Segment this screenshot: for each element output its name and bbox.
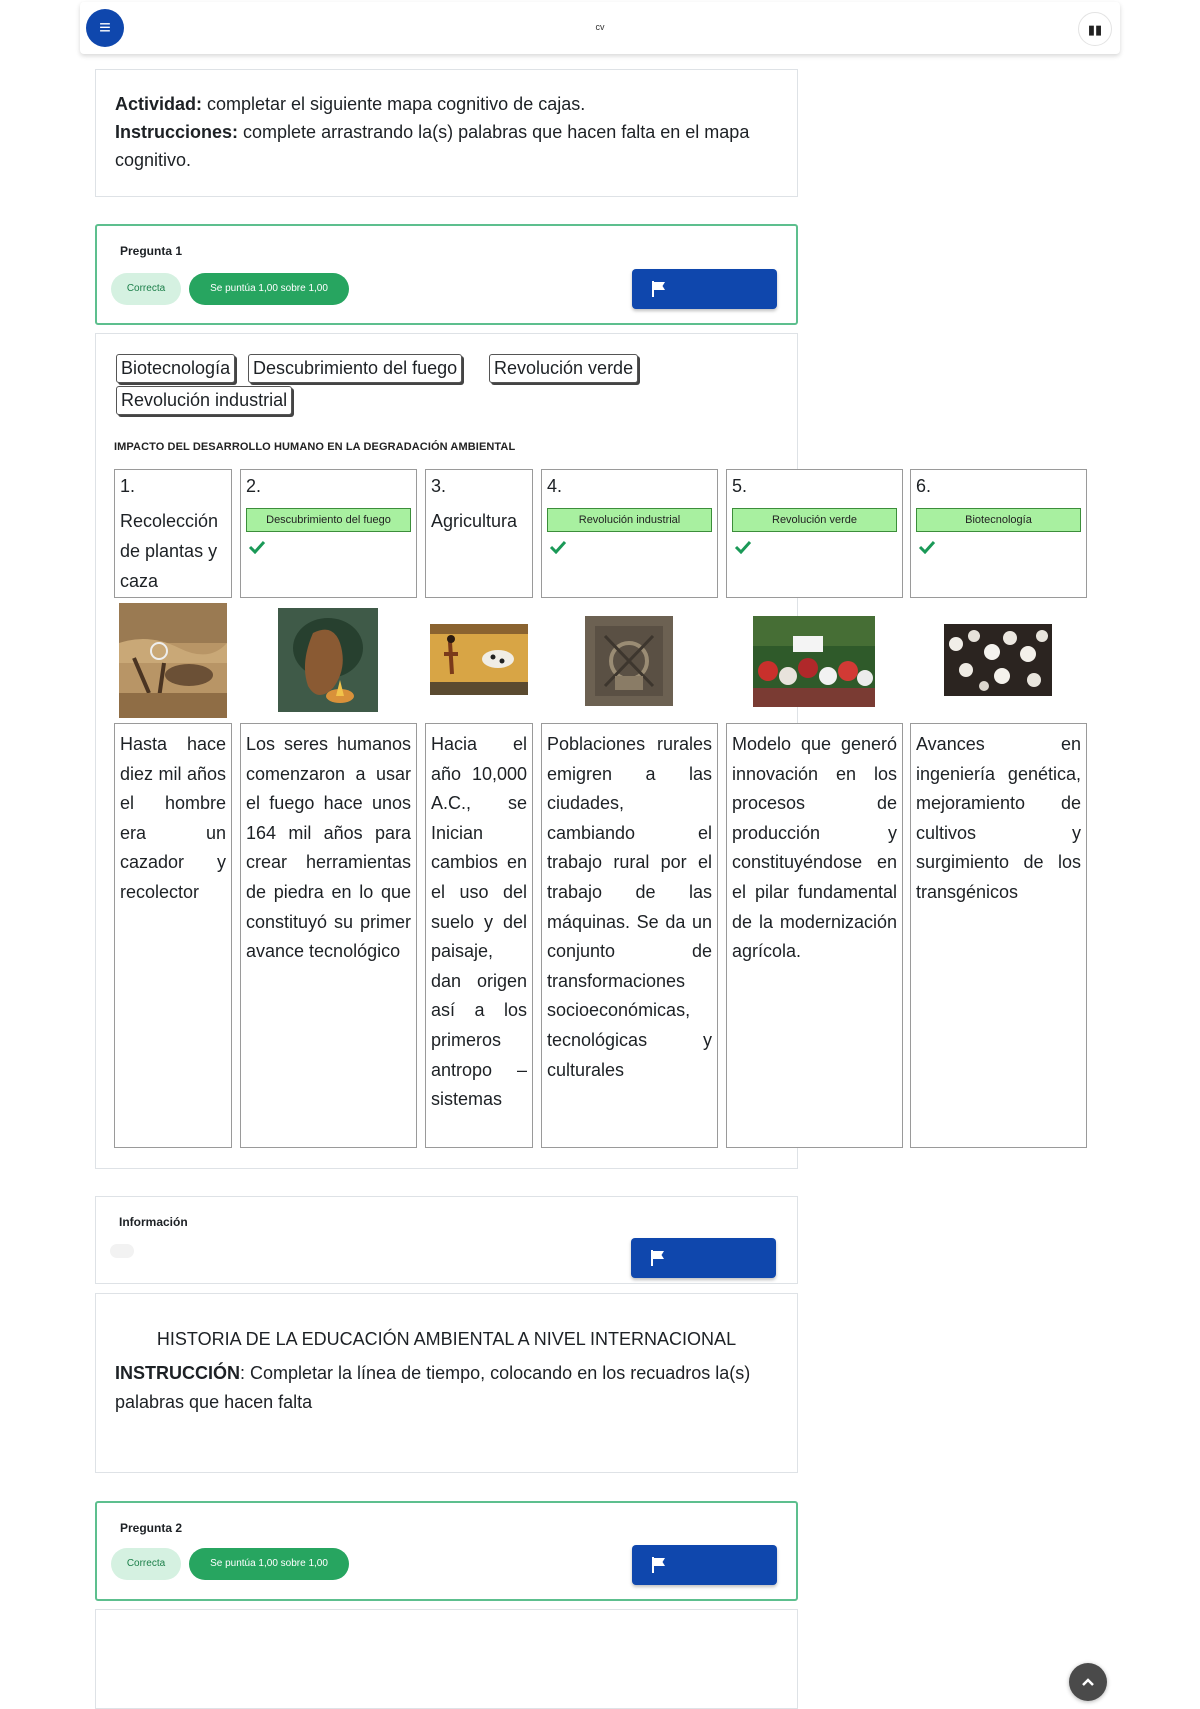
column-number: 2. [246,476,262,496]
word-chip[interactable]: Descubrimiento del fuego [248,354,462,383]
question-2-body [95,1609,798,1709]
cotton-plants-image [944,624,1052,696]
map-header-cell [910,469,1087,598]
word-chip[interactable]: Revolución verde [489,354,638,383]
map-title: IMPACTO DEL DESARROLLO HUMANO EN LA DEGRADACIÓN AMBIENTAL [114,441,516,453]
answer-drop-zone[interactable]: Biotecnología [916,508,1081,532]
column-heading: Recolección de plantas y caza [120,511,219,591]
question-1-header [95,224,798,325]
map-description-cell [240,723,417,1148]
industrial-machine-image [585,616,673,706]
protest-crowd-image [753,616,875,707]
column-number: 6. [916,476,932,496]
column-description: Poblaciones rurales emigren a las ciudades, cambiando el trabajo rural por el trabajo de las máquinas. Se da un conjunto de transformaciones socioeconómicas, tecnológicas y culturales [547,734,712,1080]
answer-drop-zone[interactable]: Revolución verde [732,508,897,532]
word-chip[interactable]: Biotecnología [116,354,235,383]
education-box [95,1293,798,1473]
map-description-cell [114,723,232,1148]
check-icon [918,540,936,554]
map-description-cell [541,723,718,1148]
map-header-cell [425,469,533,598]
activity-box [95,69,798,197]
map-description-cell [910,723,1087,1148]
flag-icon [650,1556,668,1574]
column-number: 5. [732,476,748,496]
column-description: Hacia el año 10,000 A.C., se Inician cambios en el uso del suelo y del paisaje, dan origen así a los primeros antropo – sistemas [431,734,527,1110]
page-title: cv [595,22,605,32]
education-title: HISTORIA DE LA EDUCACIÓN AMBIENTAL A NIVEL INTERNACIONAL [156,1329,737,1349]
map-header-cell [114,469,232,598]
top-navbar [80,2,1120,54]
question-2-header [95,1501,798,1601]
prehistoric-hunting-image [119,603,227,718]
status-badge: Correcta [111,273,181,305]
grade-badge: Se puntúa 1,00 sobre 1,00 [189,273,349,305]
map-description-cell [726,723,903,1148]
chevron-up-icon [1080,1674,1096,1690]
information-header [95,1196,798,1284]
fire-discovery-image [278,608,378,712]
column-heading: Agricultura [431,511,518,531]
map-header-cell [240,469,417,598]
question-2-title: Pregunta 2 [120,1521,183,1535]
flag-question-button[interactable] [632,269,777,309]
status-badge: Correcta [111,1548,181,1580]
flag-icon [650,280,668,298]
check-icon [248,540,266,554]
column-number: 4. [547,476,563,496]
menu-icon[interactable]: ≡ [86,9,124,47]
grade-badge: Se puntúa 1,00 sobre 1,00 [189,1548,349,1580]
column-description: Los seres humanos comenzaron a usar el fuego hace unos 164 mil años para crear herramientas de piedra en lo que constituyó su primer avance tecnológico [246,734,411,962]
activity-text: completar el siguiente mapa cognitivo de cajas. [202,94,586,114]
flag-question-button[interactable] [632,1545,777,1585]
column-description: Modelo que generó innovación en los procesos de producción y constituyéndose en el pilar fundamental de la modernización agrícola. [732,734,897,962]
answer-drop-zone[interactable]: Revolución industrial [547,508,712,532]
status-badge [110,1244,134,1258]
instructions-text: complete arrastrando la(s) palabras que hacen falta en el mapa cognitivo. [115,122,750,170]
column-number: 1. [120,476,136,496]
grid-icon[interactable]: ▮▮ [1078,12,1112,46]
question-1-title: Pregunta 1 [120,244,183,258]
map-header-cell [726,469,903,598]
ancient-agriculture-image [430,624,528,695]
column-description: Hasta hace diez mil años el hombre era un cazador y recolector [120,734,226,902]
flag-question-button[interactable] [631,1238,776,1278]
instruction-text: : Completar la línea de tiempo, colocando en los recuadros la(s) palabras que hacen falta [115,1363,751,1412]
column-description: Avances en ingeniería genética, mejoramiento de cultivos y surgimiento de los transgénicos [916,734,1081,902]
column-number: 3. [431,476,447,496]
answer-drop-zone[interactable]: Descubrimiento del fuego [246,508,411,532]
scroll-to-top-button[interactable] [1069,1663,1107,1701]
word-chip[interactable]: Revolución industrial [116,386,292,415]
information-title: Información [119,1215,188,1229]
check-icon [734,540,752,554]
activity-label: Actividad: [115,94,203,114]
map-header-cell [541,469,718,598]
flag-icon [649,1249,667,1267]
map-description-cell [425,723,533,1148]
check-icon [549,540,567,554]
instruction-label: INSTRUCCIÓN [115,1363,240,1383]
instructions-label: Instrucciones: [115,122,239,142]
